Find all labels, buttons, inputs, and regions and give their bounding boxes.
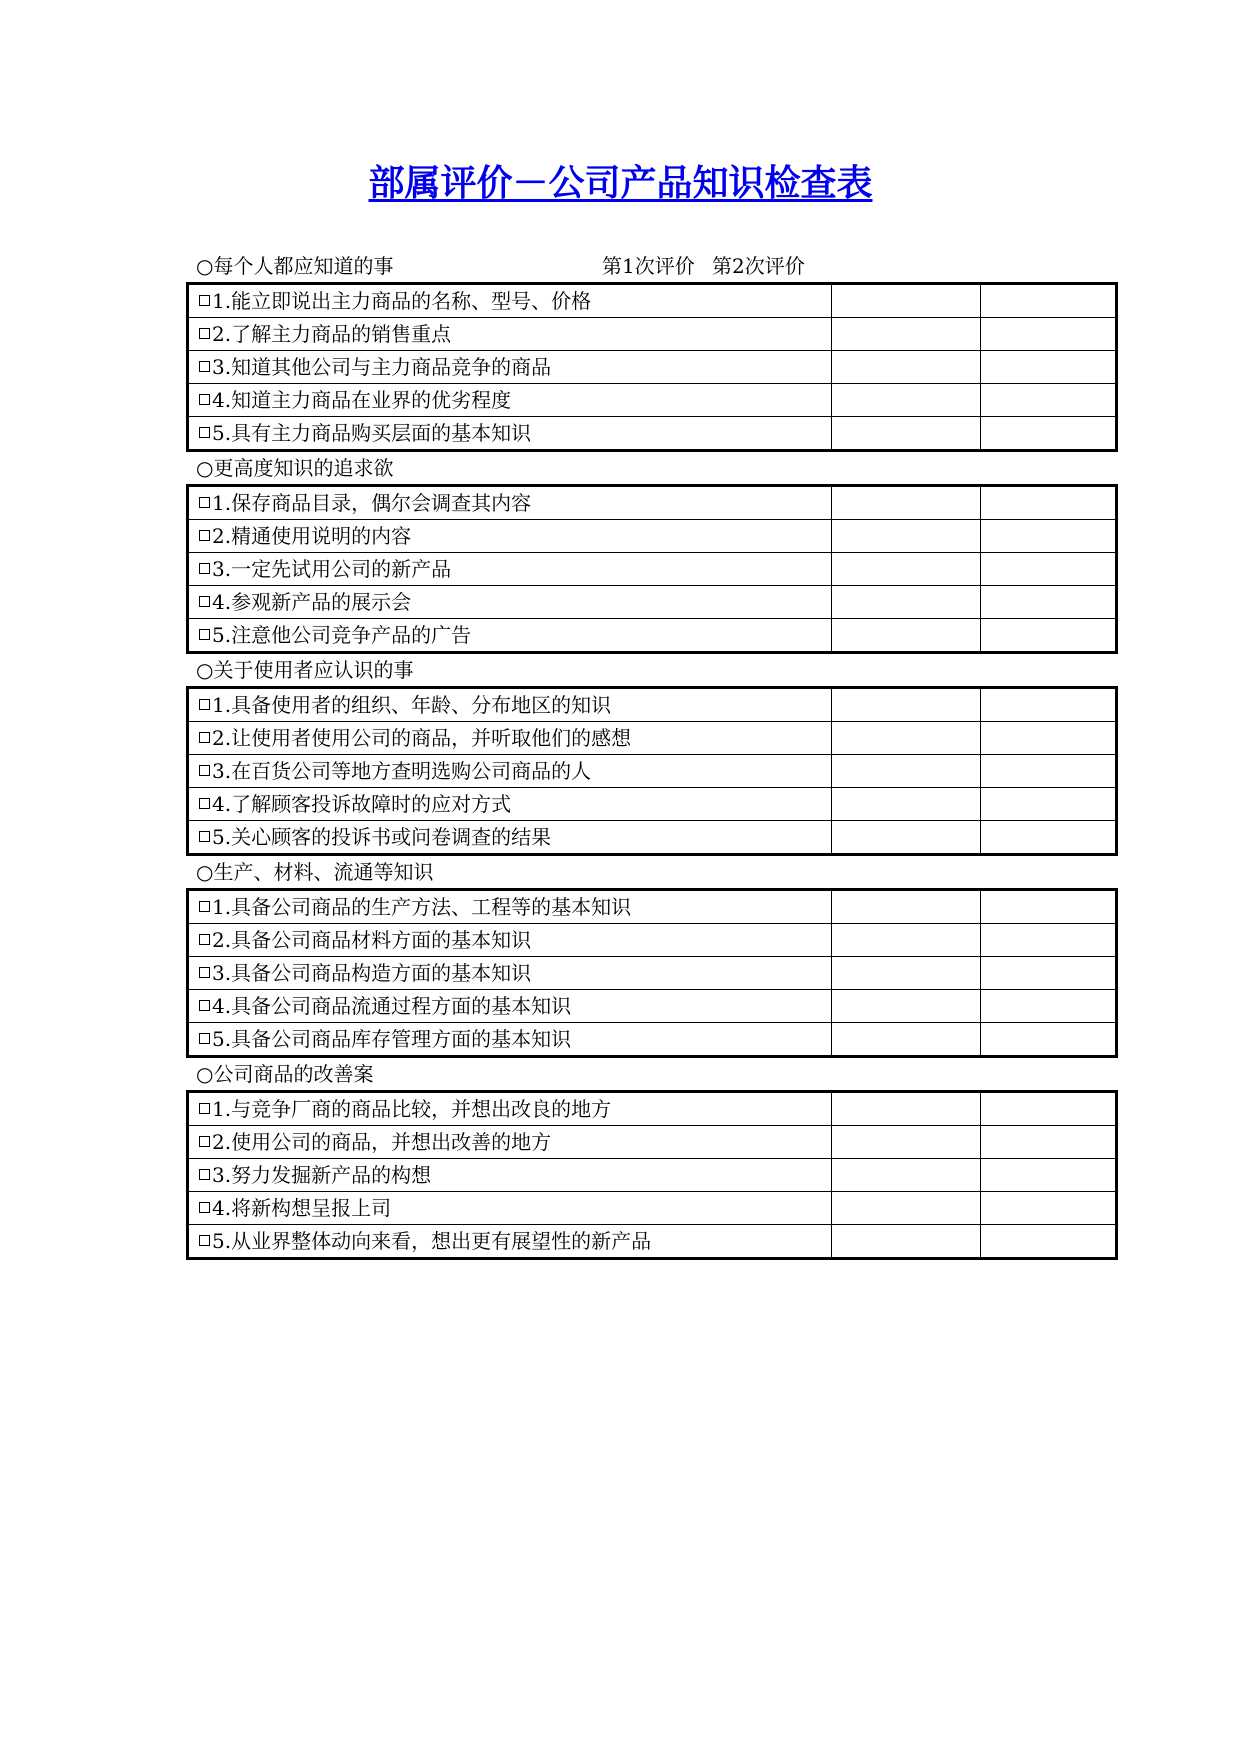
checklist-item: [188, 619, 832, 653]
first-evaluation-cell[interactable]: [832, 351, 981, 384]
second-evaluation-cell[interactable]: [981, 284, 1117, 318]
first-evaluation-header: 第1次评价: [602, 254, 695, 278]
checkbox-icon[interactable]: [199, 798, 210, 809]
second-evaluation-cell[interactable]: [981, 890, 1117, 924]
checkbox-icon[interactable]: [199, 427, 210, 438]
checklist-table: [186, 888, 1118, 1058]
section-title: ○关于使用者应认识的事: [196, 658, 414, 682]
second-evaluation-cell[interactable]: [981, 821, 1117, 855]
checklist-item: [188, 417, 832, 451]
checkbox-icon[interactable]: [199, 497, 210, 508]
checklist-item: [188, 284, 832, 318]
checklist-item: [188, 722, 832, 755]
item-label: 1.具备使用者的组织、年龄、分布地区的知识: [212, 693, 612, 717]
item-label: 4.具备公司商品流通过程方面的基本知识: [212, 994, 572, 1018]
table-row: [188, 788, 1117, 821]
table-row: [188, 520, 1117, 553]
checklist-item: [188, 957, 832, 990]
checkbox-icon[interactable]: [199, 967, 210, 978]
item-label: 2.精通使用说明的内容: [212, 524, 412, 548]
section-header: [186, 1058, 1101, 1090]
second-evaluation-cell[interactable]: [981, 619, 1117, 653]
table-row: [188, 722, 1117, 755]
table-row: [188, 890, 1117, 924]
checklist-item: [188, 486, 832, 520]
checklist-item: [188, 990, 832, 1023]
checklist-item: [188, 688, 832, 722]
checkbox-icon[interactable]: [199, 394, 210, 405]
second-evaluation-cell[interactable]: [981, 553, 1117, 586]
checklist-table: [186, 282, 1118, 452]
second-evaluation-cell[interactable]: [981, 318, 1117, 351]
first-evaluation-cell[interactable]: [832, 1092, 981, 1126]
first-evaluation-cell[interactable]: [832, 1126, 981, 1159]
second-evaluation-cell[interactable]: [981, 688, 1117, 722]
checklist-item: [188, 351, 832, 384]
checkbox-icon[interactable]: [199, 934, 210, 945]
checkbox-icon[interactable]: [199, 361, 210, 372]
checklist-item: [188, 586, 832, 619]
second-evaluation-cell[interactable]: [981, 520, 1117, 553]
section-header: [186, 452, 1101, 484]
checklist-item: [188, 788, 832, 821]
item-label: 3.在百货公司等地方查明选购公司商品的人: [212, 759, 592, 783]
second-evaluation-cell[interactable]: [981, 586, 1117, 619]
checklist-item: [188, 1192, 832, 1225]
table-row: [188, 384, 1117, 417]
table-row: [188, 990, 1117, 1023]
first-evaluation-cell[interactable]: [832, 1225, 981, 1259]
checklist-item: [188, 1023, 832, 1057]
second-evaluation-header: 第2次评价: [712, 254, 805, 278]
first-evaluation-cell[interactable]: [832, 1023, 981, 1057]
second-evaluation-cell[interactable]: [981, 990, 1117, 1023]
checkbox-icon[interactable]: [199, 1000, 210, 1011]
checklist-item: [188, 1159, 832, 1192]
first-evaluation-cell[interactable]: [832, 520, 981, 553]
checkbox-icon[interactable]: [199, 328, 210, 339]
checklist: [186, 250, 1101, 1260]
first-evaluation-cell[interactable]: [832, 788, 981, 821]
section-header: [186, 654, 1101, 686]
checkbox-icon[interactable]: [199, 901, 210, 912]
second-evaluation-cell[interactable]: [981, 1126, 1117, 1159]
item-label: 5.具备公司商品库存管理方面的基本知识: [212, 1027, 572, 1051]
checkbox-icon[interactable]: [199, 596, 210, 607]
checkbox-icon[interactable]: [199, 1169, 210, 1180]
second-evaluation-cell[interactable]: [981, 957, 1117, 990]
item-label: 3.具备公司商品构造方面的基本知识: [212, 961, 532, 985]
first-evaluation-cell[interactable]: [832, 990, 981, 1023]
first-evaluation-cell[interactable]: [832, 318, 981, 351]
item-label: 1.能立即说出主力商品的名称、型号、价格: [212, 289, 592, 313]
table-row: [188, 755, 1117, 788]
section-header: [186, 856, 1101, 888]
second-evaluation-cell[interactable]: [981, 755, 1117, 788]
checklist-item: [188, 755, 832, 788]
second-evaluation-cell[interactable]: [981, 1225, 1117, 1259]
checklist-item: [188, 318, 832, 351]
section-title: ○每个人都应知道的事: [196, 254, 394, 278]
checkbox-icon[interactable]: [199, 1136, 210, 1147]
first-evaluation-cell[interactable]: [832, 1159, 981, 1192]
first-evaluation-cell[interactable]: [832, 755, 981, 788]
item-label: 1.具备公司商品的生产方法、工程等的基本知识: [212, 895, 632, 919]
table-row: [188, 318, 1117, 351]
second-evaluation-cell[interactable]: [981, 1092, 1117, 1126]
table-row: [188, 957, 1117, 990]
item-label: 1.与竞争厂商的商品比较，并想出改良的地方: [212, 1097, 612, 1121]
item-label: 3.知道其他公司与主力商品竞争的商品: [212, 355, 552, 379]
item-label: 2.让使用者使用公司的商品，并听取他们的感想: [212, 726, 632, 750]
checkbox-icon[interactable]: [199, 732, 210, 743]
page-title: 部属评价－公司产品知识检查表: [368, 163, 873, 204]
first-evaluation-cell[interactable]: [832, 417, 981, 451]
checkbox-icon[interactable]: [199, 295, 210, 306]
table-row: [188, 1023, 1117, 1057]
checkbox-icon[interactable]: [199, 1033, 210, 1044]
checklist-item: [188, 821, 832, 855]
first-evaluation-cell[interactable]: [832, 619, 981, 653]
table-row: [188, 1192, 1117, 1225]
second-evaluation-cell[interactable]: [981, 924, 1117, 957]
first-evaluation-cell[interactable]: [832, 688, 981, 722]
item-label: 5.关心顾客的投诉书或问卷调查的结果: [212, 825, 552, 849]
first-evaluation-cell[interactable]: [832, 553, 981, 586]
first-evaluation-cell[interactable]: [832, 486, 981, 520]
item-label: 3.努力发掘新产品的构想: [212, 1163, 432, 1187]
table-row: [188, 688, 1117, 722]
section-title: ○公司商品的改善案: [196, 1062, 374, 1086]
checkbox-icon[interactable]: [199, 765, 210, 776]
item-label: 2.了解主力商品的销售重点: [212, 322, 452, 346]
checklist-item: [188, 1092, 832, 1126]
checkbox-icon[interactable]: [199, 1103, 210, 1114]
checklist-item: [188, 384, 832, 417]
checkbox-icon[interactable]: [199, 1202, 210, 1213]
table-row: [188, 284, 1117, 318]
checkbox-icon[interactable]: [199, 831, 210, 842]
second-evaluation-cell[interactable]: [981, 486, 1117, 520]
table-row: [188, 486, 1117, 520]
table-row: [188, 1225, 1117, 1259]
section-title: ○更高度知识的追求欲: [196, 456, 394, 480]
checkbox-icon[interactable]: [199, 629, 210, 640]
checklist-item: [188, 890, 832, 924]
checklist-item: [188, 1126, 832, 1159]
first-evaluation-cell[interactable]: [832, 890, 981, 924]
table-row: [188, 586, 1117, 619]
checklist-item: [188, 520, 832, 553]
item-label: 2.具备公司商品材料方面的基本知识: [212, 928, 532, 952]
table-row: [188, 924, 1117, 957]
first-evaluation-cell[interactable]: [832, 586, 981, 619]
item-label: 4.将新构想呈报上司: [212, 1196, 392, 1220]
table-row: [188, 1159, 1117, 1192]
checklist-table: [186, 686, 1118, 856]
item-label: 4.知道主力商品在业界的优劣程度: [212, 388, 512, 412]
item-label: 5.具有主力商品购买层面的基本知识: [212, 421, 532, 445]
second-evaluation-cell[interactable]: [981, 1023, 1117, 1057]
checkbox-icon[interactable]: [199, 699, 210, 710]
table-row: [188, 417, 1117, 451]
table-row: [188, 553, 1117, 586]
checklist-item: [188, 553, 832, 586]
second-evaluation-cell[interactable]: [981, 722, 1117, 755]
first-evaluation-cell[interactable]: [832, 384, 981, 417]
table-row: [188, 1126, 1117, 1159]
first-evaluation-cell[interactable]: [832, 722, 981, 755]
second-evaluation-cell[interactable]: [981, 788, 1117, 821]
first-evaluation-cell[interactable]: [832, 924, 981, 957]
table-row: [188, 1092, 1117, 1126]
checkbox-icon[interactable]: [199, 1235, 210, 1246]
section-header: [186, 250, 1101, 282]
table-row: [188, 821, 1117, 855]
first-evaluation-cell[interactable]: [832, 957, 981, 990]
item-label: 5.从业界整体动向来看，想出更有展望性的新产品: [212, 1229, 652, 1253]
checkbox-icon[interactable]: [199, 563, 210, 574]
second-evaluation-cell[interactable]: [981, 417, 1117, 451]
checklist-item: [188, 1225, 832, 1259]
item-label: 3.一定先试用公司的新产品: [212, 557, 452, 581]
checklist-table: [186, 1090, 1118, 1260]
item-label: 4.参观新产品的展示会: [212, 590, 412, 614]
checkbox-icon[interactable]: [199, 530, 210, 541]
section-title: ○生产、材料、流通等知识: [196, 860, 434, 884]
first-evaluation-cell[interactable]: [832, 821, 981, 855]
second-evaluation-cell[interactable]: [981, 351, 1117, 384]
checklist-table: [186, 484, 1118, 654]
first-evaluation-cell[interactable]: [832, 284, 981, 318]
item-label: 1.保存商品目录，偶尔会调查其内容: [212, 491, 532, 515]
table-row: [188, 351, 1117, 384]
first-evaluation-cell[interactable]: [832, 1192, 981, 1225]
item-label: 4.了解顾客投诉故障时的应对方式: [212, 792, 512, 816]
item-label: 2.使用公司的商品，并想出改善的地方: [212, 1130, 552, 1154]
second-evaluation-cell[interactable]: [981, 1159, 1117, 1192]
second-evaluation-cell[interactable]: [981, 1192, 1117, 1225]
table-row: [188, 619, 1117, 653]
checklist-item: [188, 924, 832, 957]
item-label: 5.注意他公司竞争产品的广告: [212, 623, 472, 647]
second-evaluation-cell[interactable]: [981, 384, 1117, 417]
